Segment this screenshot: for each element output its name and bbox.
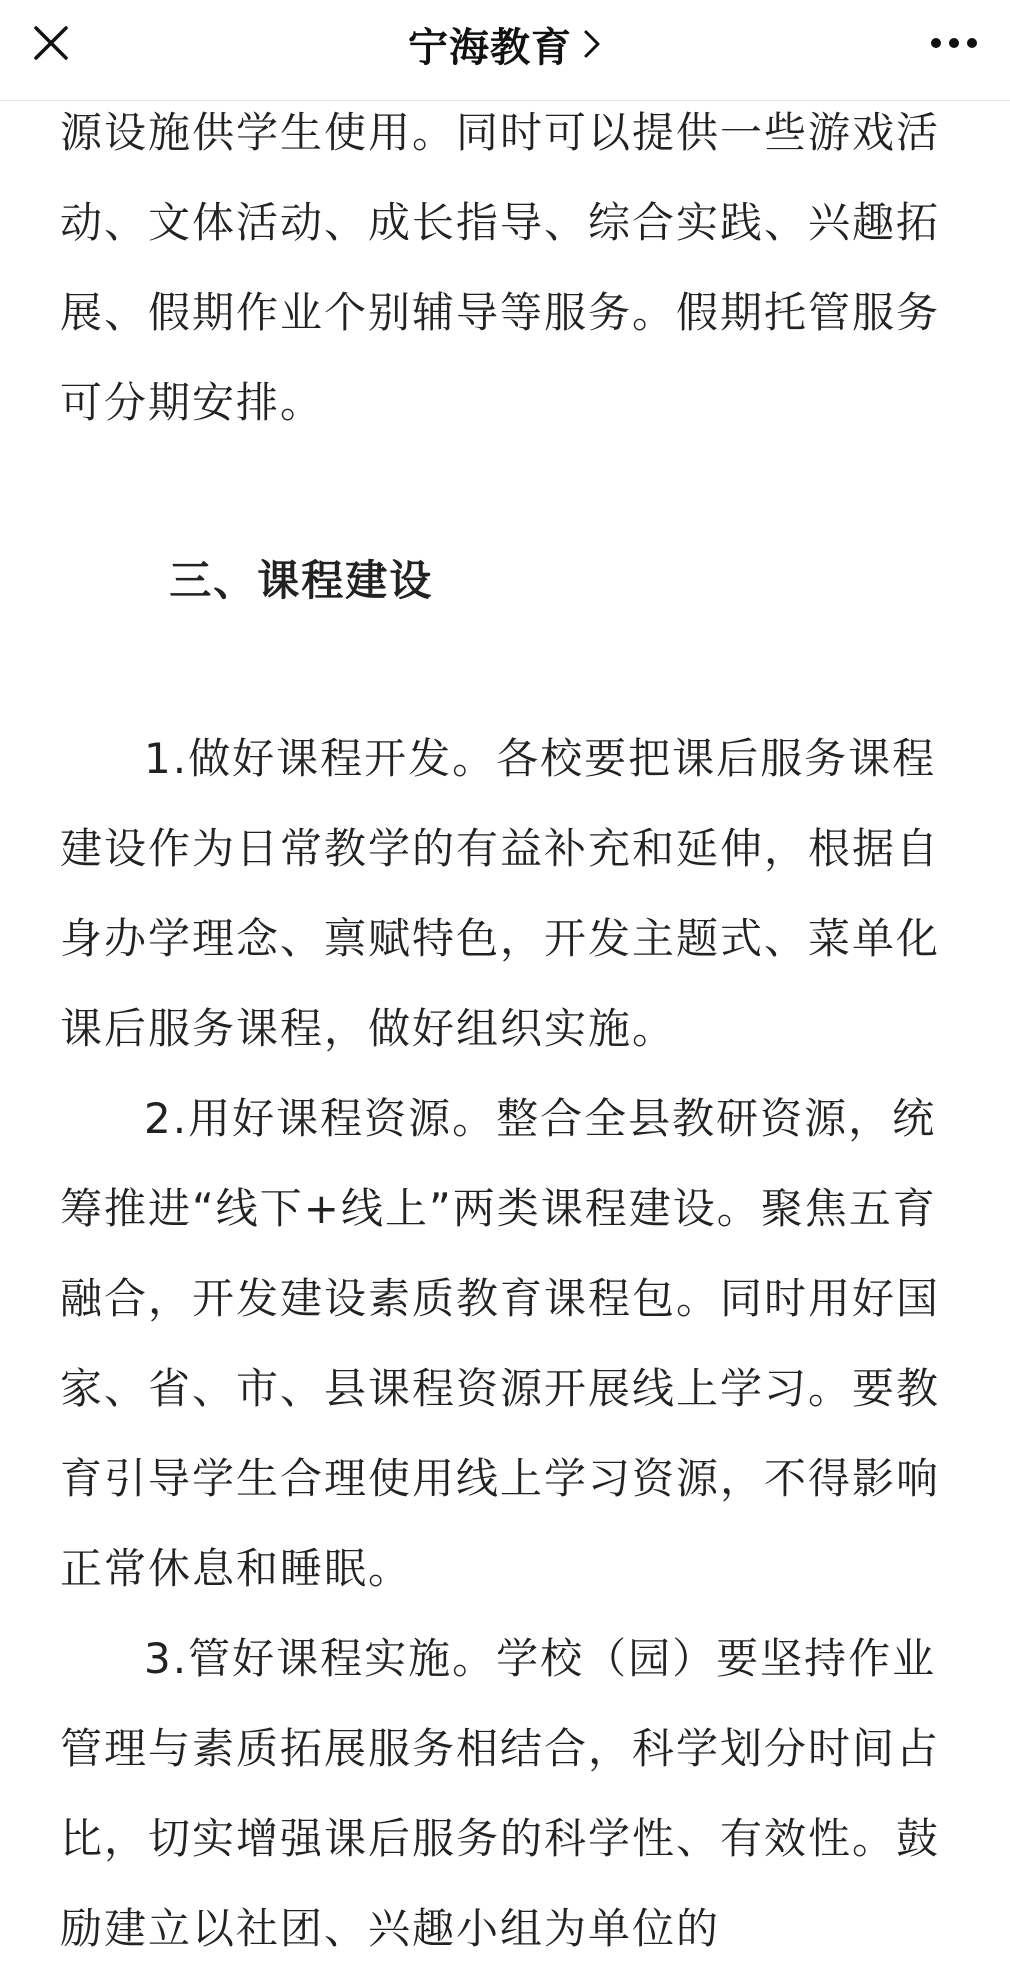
paragraph-3: 2.用好课程资源。整合全县教研资源，统筹推进“线下+线上”两类课程建设。聚焦五育融合，开发建设素质教育课程包。同时用好国家、省、市、县课程资源开展线上学习。要教育引导学生合理使用线上学习资源，不得影响正常休息和睡眠。 <box>60 1094 941 1593</box>
more-button[interactable] <box>924 18 984 68</box>
paragraph-4: 3.管好课程实施。学校（园）要坚持作业管理与素质拓展服务相结合，科学划分时间占比，切实增强课后服务的科学性、有效性。鼓励建立以社团、兴趣小组为单位的 <box>60 1634 941 1953</box>
paragraph-2: 1.做好课程开发。各校要把课后服务课程建设作为日常教学的有益补充和延伸，根据自身办学理念、禀赋特色，开发主题式、菜单化课后服务课程，做好组织实施。 <box>60 734 941 1053</box>
section-heading: 三、课程建设 <box>169 556 434 605</box>
chevron-right-icon <box>582 28 602 60</box>
top-navigation-bar <box>0 0 1010 101</box>
account-title-link[interactable] <box>0 14 1010 74</box>
page-title: 宁海教育 <box>408 24 572 71</box>
more-dots-icon <box>929 36 979 50</box>
paragraph-1: 源设施供学生使用。同时可以提供一些游戏活动、文体活动、成长指导、综合实践、兴趣拓展、假期作业个别辅导等服务。假期托管服务可分期安排。 <box>60 108 941 427</box>
article-body <box>60 88 960 1974</box>
